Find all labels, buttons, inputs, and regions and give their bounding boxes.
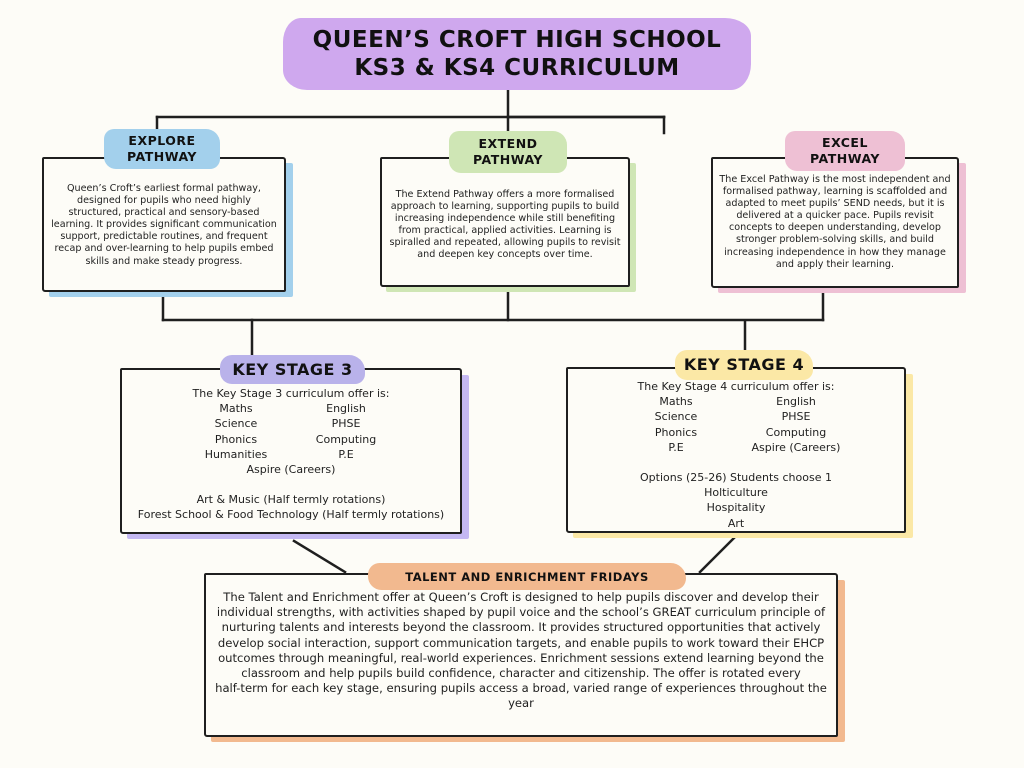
ks3-card	[120, 368, 462, 534]
explore-tag-line2: PATHWAY	[127, 149, 197, 164]
ks4-subject: Science	[654, 410, 698, 424]
ks4-subject: English	[776, 395, 816, 409]
ks3-rotation: Art & Music (Half termly rotations)	[196, 493, 386, 507]
talent-line: year	[508, 696, 534, 711]
extend-pathway-tag	[449, 131, 567, 173]
talent-line: The Talent and Enrichment offer at Queen’s Croft is designed to help pupils discover and develop their	[223, 590, 819, 604]
explore-pathway-tag	[104, 129, 220, 169]
extend-tag-line2: PATHWAY	[473, 152, 543, 167]
ks4-card	[566, 367, 906, 533]
ks4-subject: Phonics	[654, 425, 698, 439]
ks3-subject-row	[122, 416, 460, 431]
ks3-subject-row	[122, 401, 460, 416]
ks3-subject: English	[326, 402, 366, 416]
ks3-subject: P.E	[338, 447, 354, 461]
ks4-option: Holticulture	[704, 486, 768, 500]
excel-tag-line1: EXCEL	[822, 135, 868, 150]
ks4-option: Art	[727, 516, 745, 530]
ks3-content	[122, 370, 460, 523]
page-title-banner	[283, 18, 751, 90]
talent-line: individual strengths, with activities shaped by pupil voice and the school’s GREAT curriculum principle of	[216, 605, 826, 620]
ks4-subject: Maths	[659, 395, 693, 409]
extend-tag-line1: EXTEND	[478, 136, 538, 151]
ks4-subject-row	[568, 425, 904, 440]
ks4-intro: The Key Stage 4 curriculum offer is:	[637, 380, 835, 393]
talent-title: TALENT AND ENRICHMENT FRIDAYS	[405, 569, 649, 584]
excel-tag-line2: PATHWAY	[810, 151, 880, 166]
ks3-tag	[220, 355, 365, 384]
ks3-intro: The Key Stage 3 curriculum offer is:	[192, 387, 390, 400]
ks4-options-heading: Options (25-26) Students choose 1	[640, 471, 832, 485]
ks3-subject: Science	[214, 417, 258, 431]
excel-pathway-card	[711, 157, 959, 288]
talent-enrichment-tag	[368, 563, 686, 590]
ks3-extra-subject: Aspire (Careers)	[246, 463, 336, 477]
ks3-title: KEY STAGE 3	[232, 359, 353, 379]
excel-pathway-tag	[785, 131, 905, 171]
ks4-content	[568, 369, 904, 531]
explore-pathway-card	[42, 157, 286, 292]
ks4-tag	[675, 350, 813, 380]
talent-enrichment-description	[206, 575, 836, 712]
page-title-line2: KS3 & KS4 CURRICULUM	[354, 55, 680, 81]
talent-line: classroom and help pupils build confidence, character and citizenship. The offer is rotated every	[241, 666, 801, 681]
extend-pathway-description: The Extend Pathway offers a more formalised approach to learning, supporting pupils to build increasing independence while still benefiting from practical, applied activities. Learning is spiralled and repeated, allowing pupils to revisit and deepen key concepts over time.	[389, 189, 621, 261]
excel-pathway-description: The Excel Pathway is the most independent and formalised pathway, learning is scaffolded and adapted to meet pupils’ SEND needs, but it is delivered at a quicker pace. Pupils revisit concepts to deepen understanding, develop stronger problem-solving skills, and build increasing independence in how they manage and apply their learning.	[719, 174, 951, 270]
explore-pathway-description: Queen’s Croft’s earliest formal pathway, designed for pupils who need highly structured, practical and sensory-based learning. It provides significant communication support, predictable routines, and frequent recap and over-learning to help pupils embed skills and make steady progress.	[51, 183, 277, 267]
ks3-subject: Computing	[315, 432, 377, 446]
talent-line: half-term for each key stage, ensuring pupils access a broad, varied range of experiences throughout the	[215, 681, 827, 696]
page-title-line1: QUEEN’S CROFT HIGH SCHOOL	[312, 27, 722, 53]
ks3-subject: PHSE	[331, 417, 361, 431]
ks4-to-talent	[700, 534, 738, 572]
ks3-subject: Maths	[219, 402, 253, 416]
ks4-subject-row	[568, 440, 904, 455]
extend-pathway-card	[380, 157, 630, 287]
ks3-subject-row	[122, 447, 460, 462]
ks3-to-talent	[294, 541, 345, 572]
ks3-rotation: Forest School & Food Technology (Half termly rotations)	[137, 508, 445, 522]
talent-line: nurturing talents and interests beyond the classroom. It provides structured opportunities that actively	[221, 620, 821, 635]
ks4-title: KEY STAGE 4	[683, 355, 805, 374]
ks3-subject: Phonics	[214, 432, 258, 446]
ks3-subject: Humanities	[204, 447, 268, 461]
ks4-subject: Computing	[765, 425, 827, 439]
ks4-option: Hospitality	[706, 501, 766, 515]
ks3-subject-row	[122, 432, 460, 447]
ks4-subject: Aspire (Careers)	[751, 440, 841, 454]
explore-tag-line1: EXPLORE	[128, 133, 196, 148]
talent-line: develop social interaction, support communication targets, and enable pupils to work toward their EHCP	[217, 635, 825, 650]
ks4-subject-row	[568, 409, 904, 424]
talent-enrichment-card	[204, 573, 838, 737]
ks4-subject-row	[568, 394, 904, 409]
talent-line: outcomes through meaningful, real-world experiences. Enrichment sessions extend learning beyond the	[218, 650, 824, 665]
ks4-subject: P.E	[668, 440, 684, 454]
ks4-subject: PHSE	[781, 410, 811, 424]
